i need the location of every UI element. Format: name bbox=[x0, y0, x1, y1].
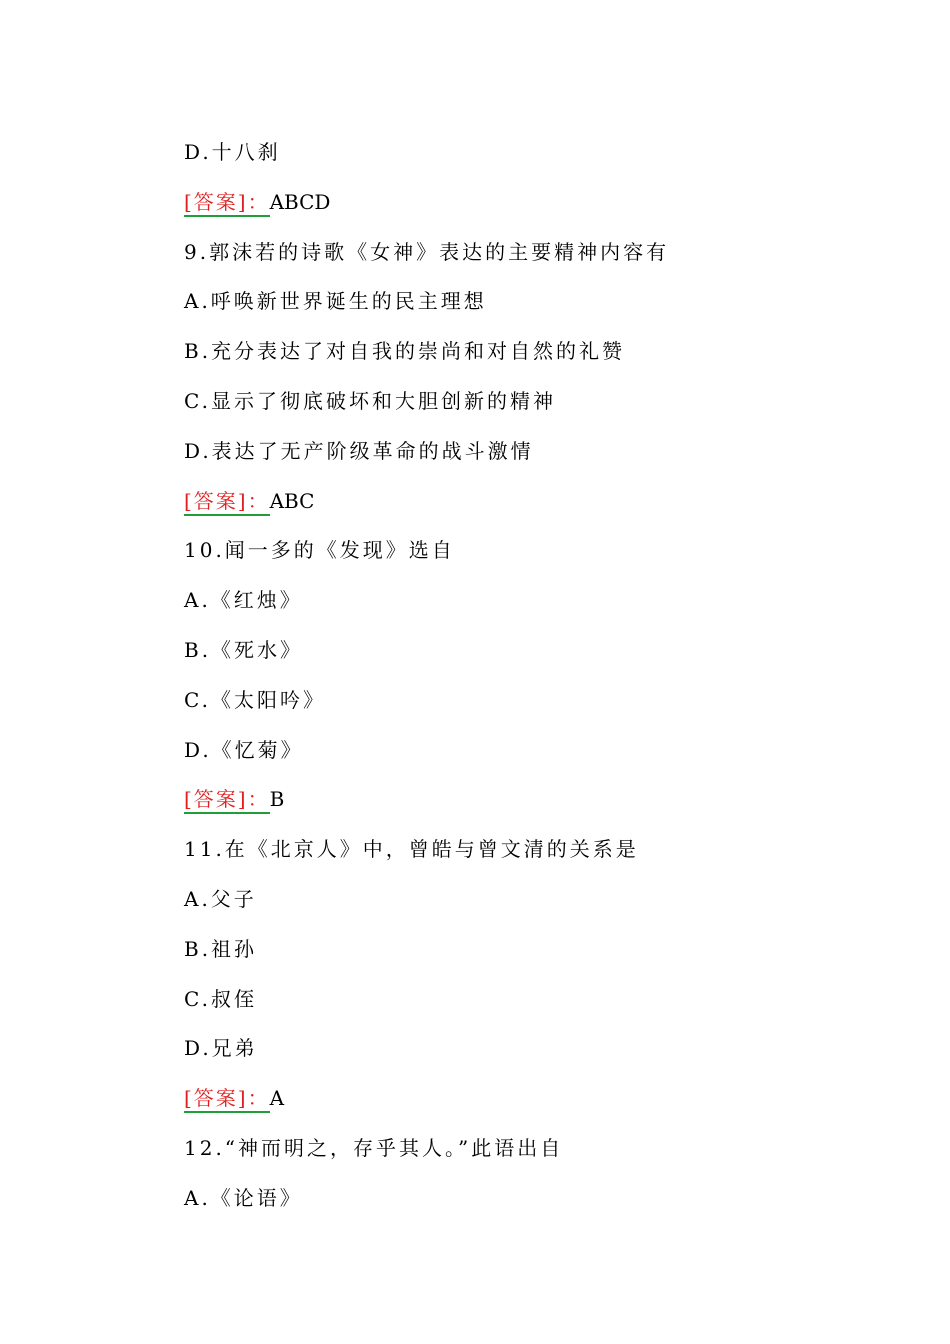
answer-line bbox=[184, 481, 884, 531]
option-line: B.充分表达了对自我的崇尚和对自然的礼赞 bbox=[184, 339, 626, 364]
option-line: C.《太阳吟》 bbox=[184, 687, 326, 712]
option-line: A.《红烛》 bbox=[184, 588, 303, 613]
answer-line bbox=[184, 779, 884, 829]
answer-value: A bbox=[269, 1086, 285, 1111]
option-line: D.《忆菊》 bbox=[184, 737, 304, 762]
answer-value: ABC bbox=[269, 488, 315, 513]
option-line: D.兄弟 bbox=[184, 1036, 258, 1061]
option-line: A.呼唤新世界诞生的民主理想 bbox=[184, 289, 487, 314]
answer-value: B bbox=[269, 787, 285, 812]
answer-value: ABCD bbox=[269, 189, 331, 214]
question-list bbox=[184, 132, 884, 1228]
option-line: A.父子 bbox=[184, 886, 257, 911]
answer-tag: [答案]： bbox=[184, 787, 270, 814]
option-line: A.《论语》 bbox=[184, 1185, 303, 1210]
answer-line bbox=[184, 182, 884, 232]
option-line: B.祖孙 bbox=[184, 936, 258, 961]
option-line: C.显示了彻底破坏和大胆创新的精神 bbox=[184, 388, 556, 413]
answer-tag: [答案]： bbox=[184, 190, 270, 217]
option-line: D.十八刹 bbox=[184, 140, 281, 164]
option-line: B.《死水》 bbox=[184, 637, 304, 662]
question-line: 11.在《北京人》中，曾皓与曾文清的关系是 bbox=[184, 837, 639, 862]
answer-line bbox=[184, 1078, 884, 1128]
answer-tag: [答案]： bbox=[184, 1086, 270, 1113]
question-line: 9.郭沫若的诗歌《女神》表达的主要精神内容有 bbox=[184, 239, 670, 264]
option-line: C.叔侄 bbox=[184, 986, 257, 1011]
answer-tag: [答案]： bbox=[184, 489, 270, 516]
option-line: D.表达了无产阶级革命的战斗激情 bbox=[184, 438, 534, 463]
question-line: 10.闻一多的《发现》选自 bbox=[184, 538, 455, 563]
question-line: 12.“神而明之，存乎其人。”此语出自 bbox=[184, 1135, 564, 1160]
